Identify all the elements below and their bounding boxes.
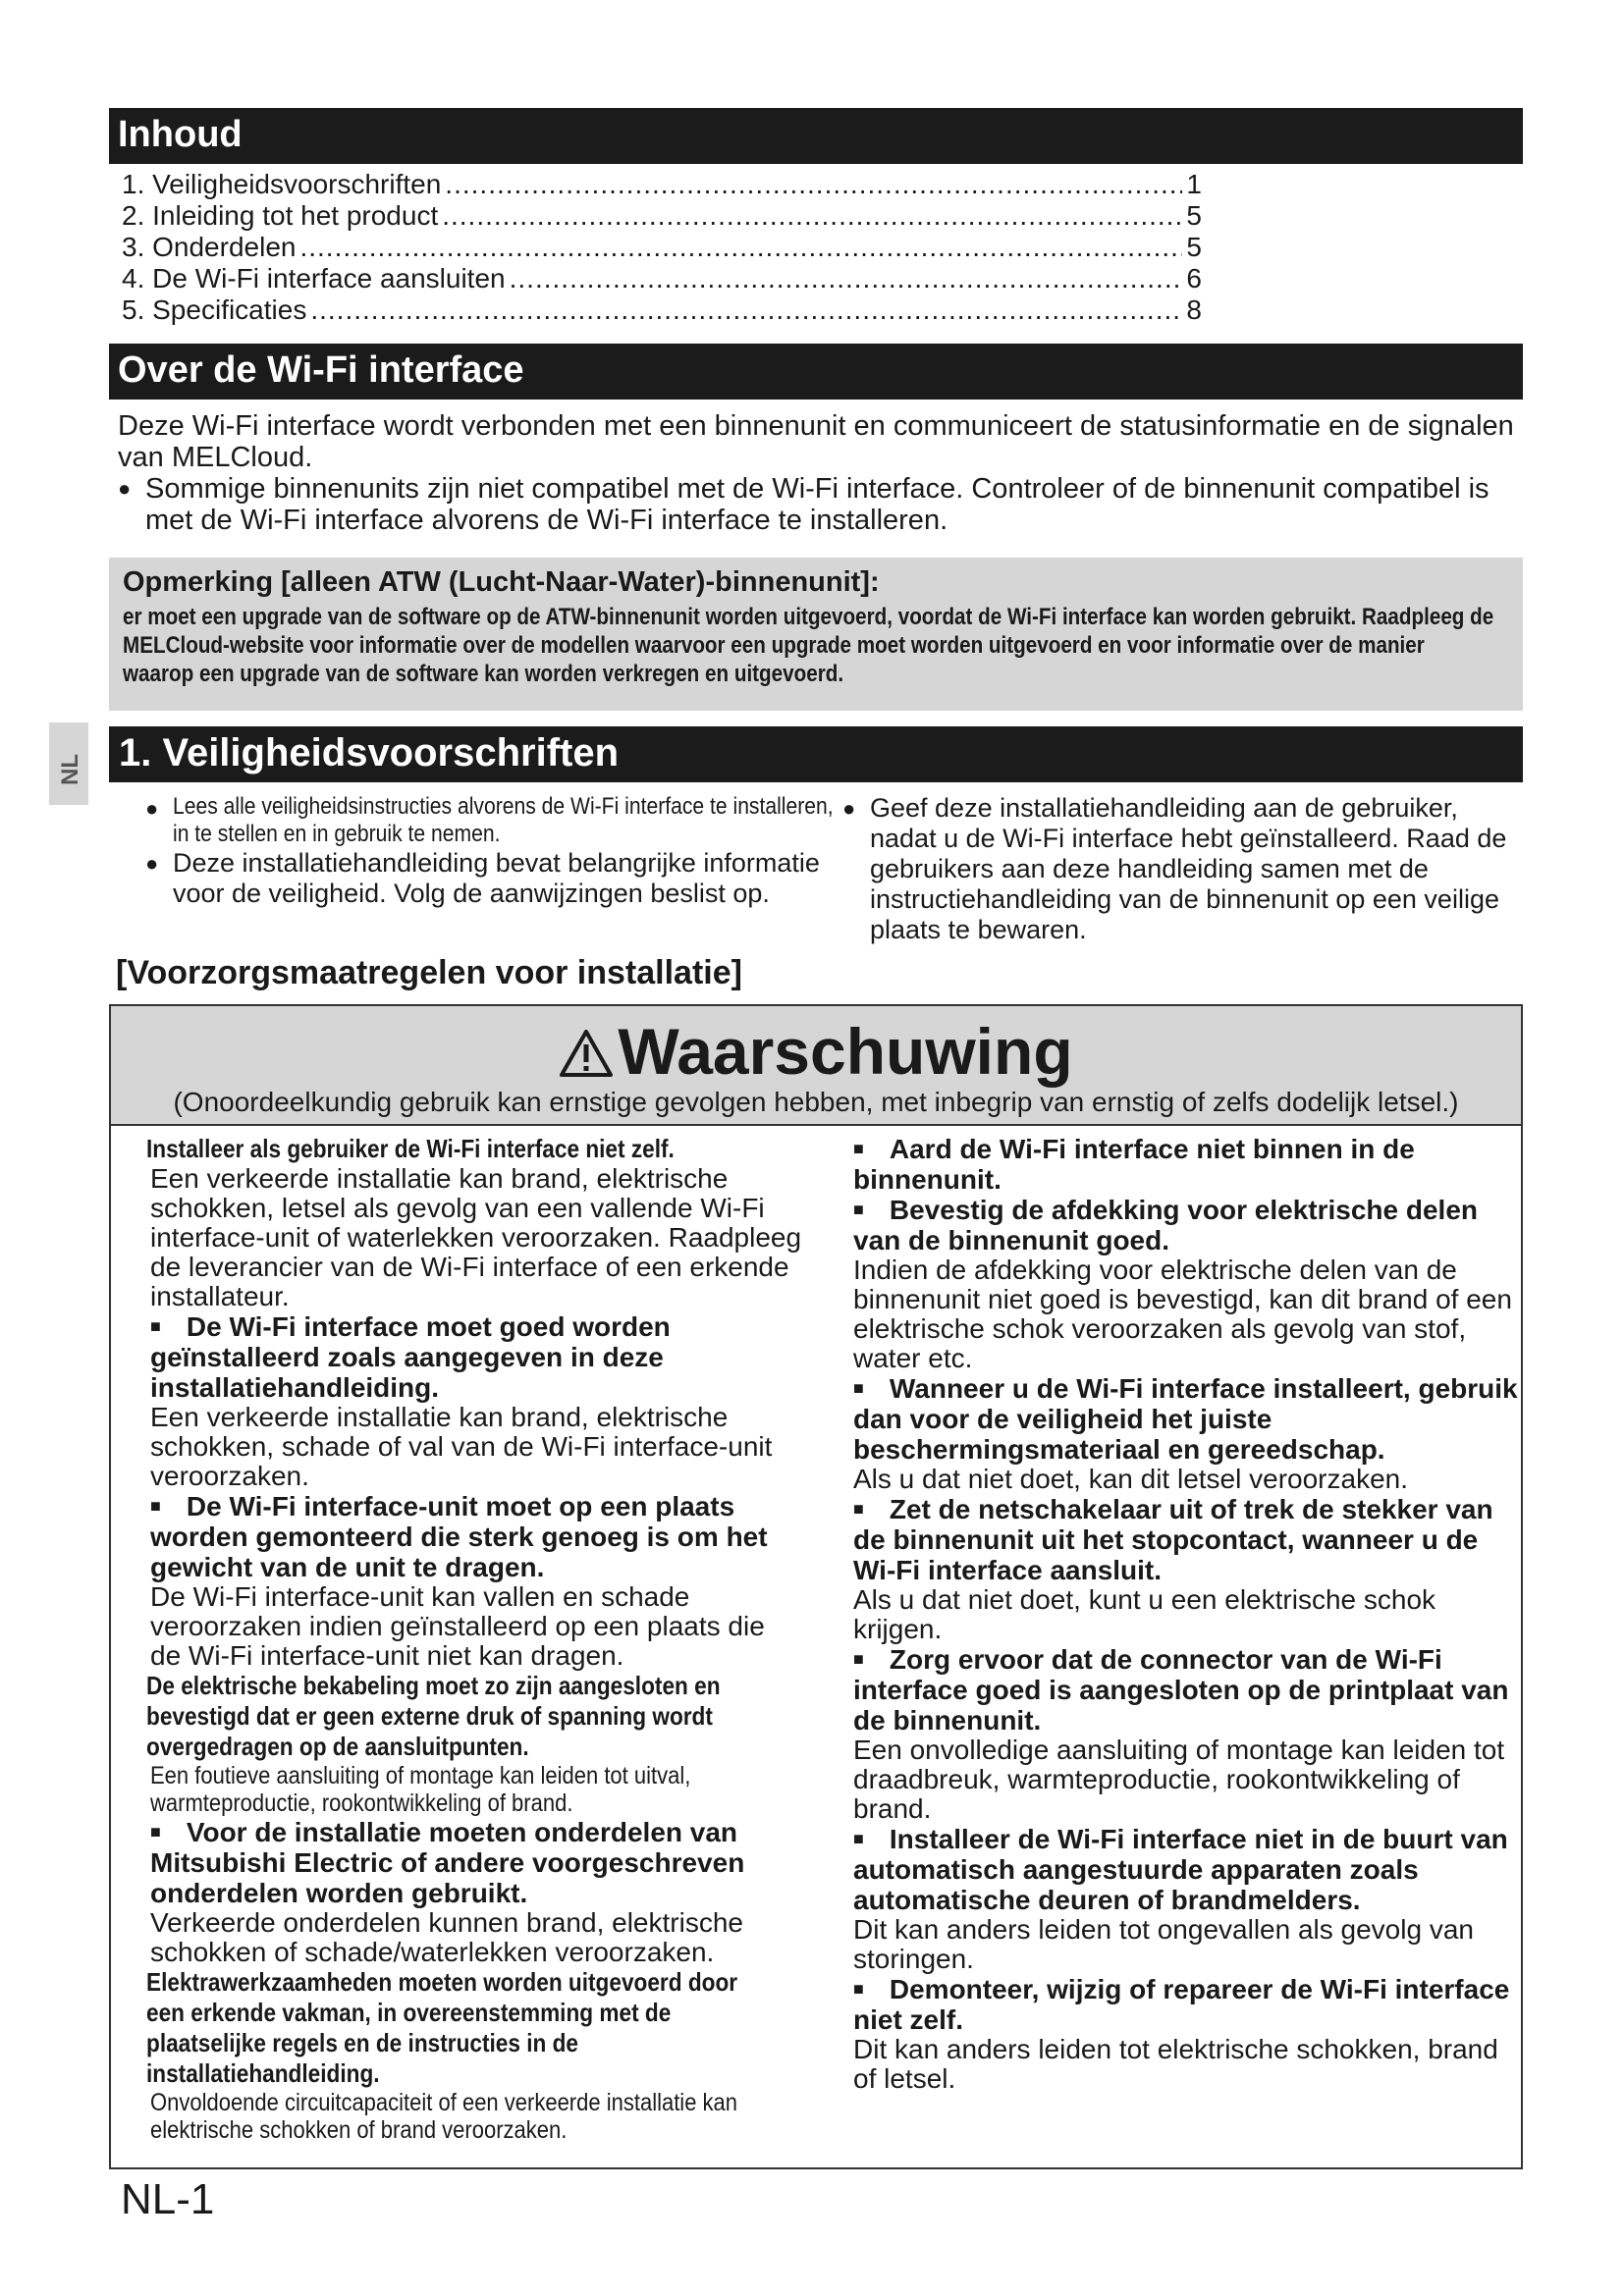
- warning-item-heading: [853, 1974, 1521, 2035]
- toc-item-label: 5. Specificaties: [122, 294, 307, 325]
- warning-item: [853, 1195, 1521, 1373]
- warning-triangle-icon: [559, 1029, 614, 1078]
- warning-item-text: Indien de afdekking voor elektrische delen van de binnenunit niet goed is bevestigd, kan dit brand of een elektrische schok veroorzaken als gevolg van stof, water etc.: [853, 1255, 1512, 1373]
- warning-item-heading-text: Bevestig de afdekking voor elektrische delen van de binnenunit goed.: [853, 1195, 1478, 1255]
- warning-item-text: Dit kan anders leiden tot ongevallen als gevolg van storingen.: [853, 1914, 1474, 1974]
- bullet-square-icon: ■: [853, 1829, 864, 1848]
- warning-item-heading-text: Wanneer u de Wi-Fi interface installeert, gebruik dan voor de veiligheid het juiste beschermingsmateriaal en gereedschap.: [853, 1373, 1518, 1465]
- warning-item-heading: [150, 1817, 838, 1908]
- warning-item-heading: De elektrische bekabeling moet zo zijn aangesloten en bevestigd dat er geen externe druk of spanning wordt overgedragen op de aansluitpunten.: [146, 1671, 721, 1761]
- bullet-square-icon: ■: [150, 1316, 161, 1336]
- warning-item-heading-text: Aard de Wi-Fi interface niet binnen in de binnenunit.: [853, 1134, 1415, 1195]
- warning-item-heading: [853, 1824, 1521, 1915]
- toc-item[interactable]: [122, 169, 1202, 200]
- warning-item: [150, 1817, 936, 1967]
- warning-item: [150, 1311, 936, 1491]
- toc-item[interactable]: [122, 294, 1202, 326]
- safety-heading: 1. Veiligheidsvoorschriften: [119, 731, 620, 774]
- warning-column-right: [853, 1134, 1521, 2094]
- bullet-square-icon: ■: [150, 1822, 161, 1842]
- toc-item[interactable]: [122, 263, 1202, 294]
- warning-item: [146, 1671, 936, 1817]
- note-body: er moet een upgrade van de software op de ATW-binnenunit worden uitgevoerd, voordat de Wi-Fi interface kan worden gebruikt. Raadpleeg de MELCloud-website voor informatie over de modellen waarvoor een upgrade moet worden uitgevoerd en voor informatie over de manier waarop een upgrade van de software kan worden verkregen en uitgevoerd.: [123, 604, 1494, 687]
- warning-item-heading-text: Zorg ervoor dat de connector van de Wi-Fi interface goed is aangesloten op de printplaat van de binnenunit.: [853, 1644, 1509, 1735]
- about-heading: Over de Wi-Fi interface: [118, 349, 524, 391]
- warning-item-heading: [853, 1373, 1521, 1465]
- warning-item: [146, 1134, 936, 1311]
- intro-bullet-text: ● Lees alle veiligheidsinstructies alvorens de Wi-Fi interface te installeren, in te stellen en in gebruik te nemen.: [173, 793, 834, 847]
- warning-title-text: Waarschuwing: [618, 1015, 1073, 1088]
- toc-item-page: 6: [1186, 263, 1202, 294]
- bullet-square-icon: ■: [853, 1378, 864, 1398]
- warning-item: [853, 1644, 1521, 1824]
- warning-item-text: Als u dat niet doet, kan dit letsel veroorzaken.: [853, 1464, 1408, 1494]
- warning-item-heading-text: De Wi-Fi interface-unit moet op een plaats worden gemonteerd die sterk genoeg is om het gewicht van de unit te dragen.: [150, 1491, 768, 1582]
- warning-item-text: Een verkeerde installatie kan brand, elektrische schokken, schade of val van de Wi-Fi interface-unit veroorzaken.: [150, 1402, 773, 1491]
- warning-item-heading-text: Installeer de Wi-Fi interface niet in de buurt van automatisch aangestuurde apparaten zoals automatische deuren of brandmelders.: [853, 1824, 1508, 1915]
- bullet-square-icon: ■: [853, 1139, 864, 1158]
- intro-bullet: ● Geef deze installatiehandleiding aan de gebruiker, nadat u de Wi-Fi interface hebt geïnstalleerd. Raad de gebruikers aan deze handleiding samen met de instructiehandleiding van de binnenunit op een veilige plaats te bewaren.: [842, 793, 1530, 945]
- warning-item-text: Verkeerde onderdelen kunnen brand, elektrische schokken of schade/waterlekken veroorzaken.: [150, 1907, 743, 1967]
- about-heading-bar: [109, 344, 1523, 400]
- note-title: Opmerking [alleen ATW (Lucht-Naar-Water)-binnenunit]:: [123, 566, 880, 598]
- safety-intro-left: [145, 793, 834, 909]
- warning-item-text: De Wi-Fi interface-unit kan vallen en schade veroorzaken indien geïnstalleerd op een plaats die de Wi-Fi interface-unit niet kan dragen.: [150, 1581, 765, 1671]
- language-side-tab: [49, 722, 88, 805]
- warning-item: [146, 1967, 936, 2144]
- warning-item-heading-text: Demonteer, wijzig of repareer de Wi-Fi interface niet zelf.: [853, 1974, 1510, 2035]
- toc-item-page: 8: [1186, 294, 1202, 325]
- warning-item-heading-text: Zet de netschakelaar uit of trek de stekker van de binnenunit uit het stopcontact, wanneer u de Wi-Fi interface aansluit.: [853, 1494, 1493, 1585]
- page-number: NL-1: [121, 2175, 215, 2223]
- warning-item-text: Dit kan anders leiden tot elektrische schokken, brand of letsel.: [853, 2034, 1498, 2094]
- toc-item-page: 5: [1186, 200, 1202, 231]
- atw-note-box: [109, 558, 1523, 711]
- toc-heading-bar: [109, 108, 1523, 164]
- warning-item-heading: [853, 1195, 1521, 1255]
- warning-item-heading: [150, 1311, 818, 1403]
- warning-header: [111, 1006, 1521, 1126]
- about-paragraph: Deze Wi-Fi interface wordt verbonden met een binnenunit en communiceert de statusinformatie en de signalen van MELCloud.: [118, 410, 1514, 473]
- warning-item-text: Als u dat niet doet, kunt u een elektrische schok krijgen.: [853, 1584, 1436, 1644]
- bullet-square-icon: ■: [853, 1200, 864, 1219]
- warning-box: [109, 1004, 1523, 2169]
- warning-item-heading: [853, 1494, 1521, 1585]
- toc-item[interactable]: [122, 200, 1202, 232]
- warning-item-heading: [853, 1644, 1521, 1735]
- bullet-square-icon: ■: [150, 1496, 161, 1516]
- toc-item-label: 4. De Wi-Fi interface aansluiten: [122, 263, 506, 294]
- toc-item-label: 3. Onderdelen: [122, 232, 297, 262]
- about-section: [118, 410, 1522, 536]
- warning-item-heading: Elektrawerkzaamheden moeten worden uitgevoerd door een erkende vakman, in overeenstemming met de plaatselijke regels en de instructies in de installatiehandleiding.: [146, 1967, 738, 2088]
- warning-item-text: Een onvolledige aansluiting of montage kan leiden tot draadbreuk, warmteproductie, rookontwikkeling of brand.: [853, 1735, 1505, 1824]
- warning-item: [853, 1373, 1521, 1494]
- toc-item-label: 2. Inleiding tot het product: [122, 200, 439, 231]
- bullet-square-icon: ■: [853, 1499, 864, 1519]
- language-code: NL: [57, 754, 83, 785]
- warning-item: [853, 1824, 1521, 1974]
- warning-item-heading-text: Voor de installatie moeten onderdelen van Mitsubishi Electric of andere voorgeschreven onderdelen worden gebruikt.: [150, 1817, 745, 1908]
- warning-item: [853, 1974, 1521, 2094]
- warning-item-text: Een verkeerde installatie kan brand, elektrische schokken, letsel als gevolg van een vallende Wi-Fi interface-unit of waterlekken veroorzaken. Raadpleeg de leverancier van de Wi-Fi interface of een erkende installateur.: [150, 1163, 802, 1311]
- warning-subtitle: (Onoordeelkundig gebruik kan ernstige gevolgen hebben, met inbegrip van ernstig of zelfs dodelijk letsel.): [173, 1087, 1459, 1117]
- precaution-heading: [Voorzorgsmaatregelen voor installatie]: [116, 954, 742, 991]
- warning-title: [111, 1014, 1521, 1089]
- safety-intro-right: [842, 793, 1530, 945]
- warning-item-text: Een foutieve aansluiting of montage kan leiden tot uitval, warmteproductie, rookontwikkeling of brand.: [150, 1762, 691, 1817]
- warning-item: [853, 1494, 1521, 1644]
- bullet-square-icon: ■: [853, 1649, 864, 1669]
- safety-heading-bar: [109, 726, 1523, 782]
- warning-item-heading: [150, 1491, 828, 1582]
- toc-item-page: 1: [1186, 169, 1202, 199]
- intro-bullet: ● Deze installatiehandleiding bevat belangrijke informatie voor de veiligheid. Volg de aanwijzingen beslist op.: [145, 848, 823, 909]
- warning-column-left: [146, 1134, 936, 2144]
- warning-item-text: Onvoldoende circuitcapaciteit of een verkeerde installatie kan elektrische schokken of brand veroorzaken.: [150, 2089, 738, 2144]
- warning-item-heading: Installeer als gebruiker de Wi-Fi interface niet zelf.: [146, 1134, 675, 1163]
- bullet-square-icon: ■: [853, 1979, 864, 1999]
- toc-item[interactable]: [122, 232, 1202, 263]
- toc-heading: Inhoud: [118, 114, 243, 155]
- about-bullet: ● Sommige binnenunits zijn niet compatibel met de Wi-Fi interface. Controleer of de binnenunit compatibel is met de Wi-Fi interface alvorens de Wi-Fi interface te installeren.: [118, 473, 1522, 536]
- toc-item-page: 5: [1186, 232, 1202, 262]
- warning-item-heading-text: De Wi-Fi interface moet goed worden geïnstalleerd zoals aangegeven in deze installatiehandleiding.: [150, 1311, 671, 1403]
- toc-item-label: 1. Veiligheidsvoorschriften: [122, 169, 442, 199]
- warning-item: [150, 1491, 936, 1671]
- warning-item: [853, 1134, 1521, 1195]
- table-of-contents: [122, 169, 1202, 326]
- intro-bullet: [145, 793, 834, 848]
- warning-item-heading: [853, 1134, 1521, 1195]
